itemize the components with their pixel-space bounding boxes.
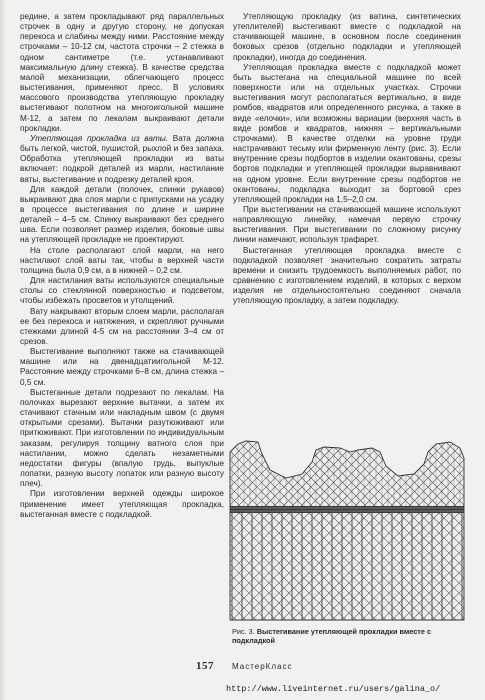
paragraph-text: На столе располагают слой марли, на него настилают слой ваты так, чтобы в верхней части толщина была 0,9 см, а в нижней – 0,2 см. [20, 245, 224, 275]
left-text-column [20, 12, 224, 520]
paragraph [233, 12, 461, 63]
paragraph [20, 489, 224, 519]
page-number: 157 [196, 660, 214, 672]
paragraph-text: Для настилания ваты используются специальные столы со стеклянной поверхностью и подсветом, чтобы избежать просветов и утолщений. [20, 276, 224, 306]
paragraph [20, 307, 224, 348]
paragraph-text: При изготовлении верхней одежды широкое применение имеет утепляющая прокладка, выстеганная вместе с подкладкой. [20, 489, 224, 519]
figure-caption [232, 627, 452, 645]
paragraph-text: Вата должна быть легкой, чистой, пушистой, рыхлой и без запаха. Обработка утепляющей прокладки из ваты включает: подкрой деталей из марли, настилание ваты, выстегивание и подрезку деталей кроя. [20, 133, 225, 184]
paragraph-text: редине, а затем прокладывают ряд параллельных строчек в одну и другую сторону, не допуская перекоса и слабины между ними. Расстояние между строчками – 10-12 см, частота строчки – 2 стежка в одном сантиметре (т.е. устанавливают максимальную длину стежка). В качестве средства малой механизации, облегчающего процесс выстегивания, применяют пресс. В условиях массового производства утепляющую прокладку выстегивают полотном на многоигольной машине М-12, а затем по лекалам выкраивают детали прокладки. [20, 12, 224, 133]
paragraph-text: Выстегивание выполняют также на стачивающей машине или на двенадцатиигольной М-12. Расстояние между строчками 6–8 см, длина стежка – 0,5 см. [20, 347, 224, 387]
paragraph-text: Утепляющую прокладку (из ватина, синтетических утеплителей) выстегивают вместе с подкладкой на стачивающей машине, в основном после соединения боковых срезов (отдельно подкладки и утепляющей прокладки), иногда до соединения. [233, 12, 461, 62]
paragraph-text: Утепляющая прокладка вместе с подкладкой может быть выстегана на специальной машине по всей поверхности или на отдельных участках. Строчки выстегивания могут располагаться вертикально, в виде ромбов, квадратов или определенного рисунка, а также в виде «елочки», или возможны вариации (верхняя часть в виде ромбов и квадратов, нижняя – вертикальными строчками). В качестве отделки на уровне груди настрачивают тесьму или фирменную ленту (рис. 3). Если внутренние срезы подбортов в изделии окантованы, срезы бортов подкладки и утепляющей прокладки выравнивают на одном уровне. Если внутренние срезы подбортов не окантованы, подкладка выходит за бортовой срез утепляющей прокладки на 1,5–2,0 см. [233, 62, 461, 204]
paragraph [20, 246, 224, 276]
caption-title: Выстегивание утепляющей прокладки вместе с подкладкой [232, 627, 432, 645]
paragraph [233, 246, 461, 307]
right-text-column [233, 12, 461, 307]
paragraph-lead: Утепляющая прокладка из ваты. [30, 133, 169, 143]
paragraph-text: Выстеганные детали подрезают по лекалам. На полочках вырезают верхние вытачки, а затем их стачивают стачным или накладным швом (с двумя открытыми срезами). Вытачки разутюживают или притюживают. При изготовлении по индивидуальным заказам, регулируя толщину ватного слоя при настилании, можно сделать незаметными недостатки фигуры (впалую грудь, выпуклые лопатки, разную высоту лопаток или разную высоту плеч). [20, 387, 224, 489]
paragraph [233, 205, 461, 246]
paragraph [20, 185, 224, 246]
paragraph-text: При выстегивании на стачивающей машине используют направляющую линейку, намечая первую строчку выстегивания. При выстегивании по сложному рисунку линии намечают, используя трафарет. [233, 204, 461, 245]
paragraph-text: Выстеганная утепляющая прокладка вместе с подкладкой позволяет значительно сократить затраты времени и снизить трудоемкость выполняемых работ, по сравнению с изготовлением изделий, в которых с верхом изделия не отдельностоятельно соединяют сначала утепляющую прокладку, а затем подкладку. [233, 245, 461, 306]
paragraph [20, 347, 224, 388]
caption-prefix: Рис. 3. [232, 627, 255, 636]
quilted-lining-figure [228, 438, 466, 624]
paragraph [233, 63, 461, 205]
paragraph-text: Вату накрывают вторым слоем марли, располагая ее без перекоса и натяжения, и скрепляют ручными стежками длиной 4-5 см на расстоянии 3–4 см от срезов. [20, 306, 224, 346]
paragraph [20, 12, 224, 134]
page-gutter-shadow [0, 0, 6, 700]
paragraph [20, 134, 224, 185]
source-url: http://www.liveinternet.ru/users/galina_o/ [226, 684, 441, 694]
paragraph [20, 276, 224, 306]
magazine-name: МастерКласс [232, 662, 293, 671]
paragraph-text: Для каждой детали (полочек, спинки рукавов) выкраивают два слоя марли с припусками на усадку в процессе выстегивания по длине и ширине деталей – 4–5 см. Спинку выкраивают без среднего шва. Если позволяет размер изделия, боковые швы на утепляющей прокладке не проектируют. [20, 184, 224, 245]
paragraph [20, 388, 224, 490]
